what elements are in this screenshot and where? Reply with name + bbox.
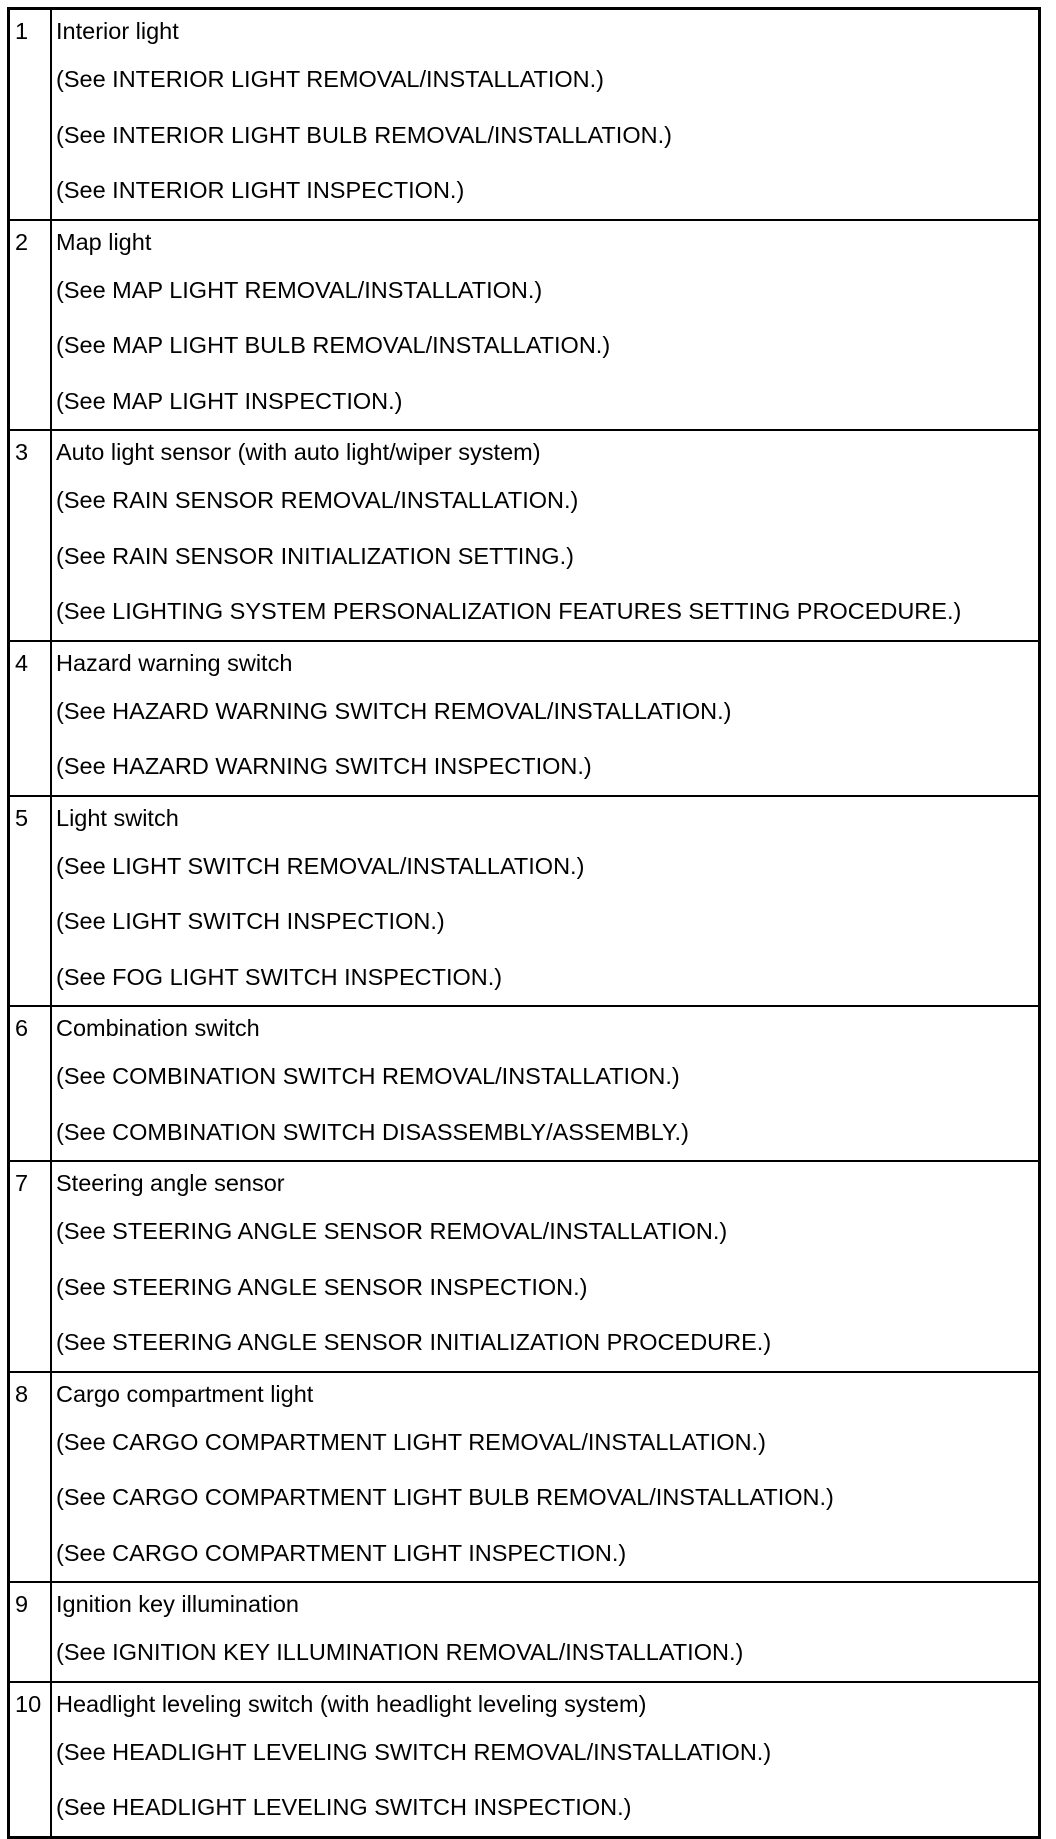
item-reference-link[interactable]: (See INTERIOR LIGHT INSPECTION.) — [56, 177, 465, 203]
item-number-cell — [9, 1372, 52, 1583]
item-description-cell — [51, 1682, 1040, 1838]
item-title: Cargo compartment light — [56, 1380, 314, 1407]
item-reference-link[interactable]: (See LIGHT SWITCH REMOVAL/INSTALLATION.) — [56, 852, 585, 879]
table-row — [9, 796, 1040, 1007]
item-description-cell — [51, 641, 1040, 796]
item-reference-link[interactable]: (See CARGO COMPARTMENT LIGHT REMOVAL/INSTALLATION.) — [56, 1428, 766, 1455]
item-number: 1 — [15, 18, 29, 44]
item-reference-link[interactable]: (See HEADLIGHT LEVELING SWITCH INSPECTION.) — [56, 1794, 632, 1820]
item-reference-link[interactable]: (See RAIN SENSOR INITIALIZATION SETTING.) — [56, 542, 574, 569]
item-reference-link[interactable]: (See MAP LIGHT INSPECTION.) — [56, 387, 403, 414]
item-reference-link[interactable]: (See HAZARD WARNING SWITCH INSPECTION.) — [56, 753, 592, 779]
item-number: 6 — [15, 1015, 29, 1041]
item-reference-link[interactable]: (See INTERIOR LIGHT REMOVAL/INSTALLATION.) — [56, 66, 605, 92]
item-title: Ignition key illumination — [56, 1591, 299, 1617]
item-number-cell — [9, 1582, 52, 1682]
item-description-cell — [51, 796, 1040, 1007]
item-title: Interior light — [56, 18, 179, 44]
item-number-cell — [9, 1161, 52, 1372]
table-row — [9, 641, 1040, 796]
item-description-cell — [51, 1006, 1040, 1161]
item-reference-link[interactable]: (See MAP LIGHT REMOVAL/INSTALLATION.) — [56, 276, 543, 303]
item-reference-link[interactable]: (See FOG LIGHT SWITCH INSPECTION.) — [56, 963, 503, 990]
item-number-cell — [9, 641, 52, 796]
item-number: 7 — [15, 1170, 29, 1196]
item-number: 2 — [15, 228, 29, 255]
item-reference-link[interactable]: (See STEERING ANGLE SENSOR REMOVAL/INSTALLATION.) — [56, 1218, 728, 1244]
table-row — [9, 1582, 1040, 1682]
item-reference-link[interactable]: (See HAZARD WARNING SWITCH REMOVAL/INSTALLATION.) — [56, 697, 732, 724]
item-reference-link[interactable]: (See RAIN SENSOR REMOVAL/INSTALLATION.) — [56, 487, 579, 513]
item-number-cell — [9, 220, 52, 431]
table-row — [9, 1006, 1040, 1161]
item-number: 8 — [15, 1380, 29, 1407]
item-reference-link[interactable]: (See STEERING ANGLE SENSOR INITIALIZATION PROCEDURE.) — [56, 1329, 772, 1355]
item-number-cell — [9, 1682, 52, 1838]
item-reference-link[interactable]: (See COMBINATION SWITCH DISASSEMBLY/ASSEMBLY.) — [56, 1118, 689, 1145]
item-number-cell — [9, 430, 52, 641]
item-title: Hazard warning switch — [56, 649, 293, 676]
item-reference-link[interactable]: (See IGNITION KEY ILLUMINATION REMOVAL/INSTALLATION.) — [56, 1639, 744, 1665]
table-row — [9, 9, 1040, 220]
item-title: Steering angle sensor — [56, 1170, 285, 1196]
item-number: 3 — [15, 439, 29, 465]
item-reference-link[interactable]: (See HEADLIGHT LEVELING SWITCH REMOVAL/INSTALLATION.) — [56, 1738, 772, 1765]
item-reference-link[interactable]: (See MAP LIGHT BULB REMOVAL/INSTALLATION.) — [56, 332, 611, 358]
item-reference-link[interactable]: (See CARGO COMPARTMENT LIGHT BULB REMOVAL/INSTALLATION.) — [56, 1484, 834, 1510]
item-description-cell — [51, 220, 1040, 431]
item-reference-link[interactable]: (See COMBINATION SWITCH REMOVAL/INSTALLATION.) — [56, 1063, 680, 1089]
item-title: Headlight leveling switch (with headlight leveling system) — [56, 1690, 647, 1717]
table-row — [9, 1372, 1040, 1583]
item-number: 10 — [15, 1690, 42, 1717]
table-row — [9, 220, 1040, 431]
item-description-cell — [51, 1372, 1040, 1583]
item-title: Map light — [56, 228, 152, 255]
table-body — [9, 9, 1040, 1838]
item-reference-link[interactable]: (See STEERING ANGLE SENSOR INSPECTION.) — [56, 1273, 588, 1300]
item-reference-link[interactable]: (See LIGHTING SYSTEM PERSONALIZATION FEATURES SETTING PROCEDURE.) — [56, 598, 962, 624]
item-description-cell — [51, 9, 1040, 220]
item-number-cell — [9, 796, 52, 1007]
item-title: Combination switch — [56, 1015, 260, 1041]
item-reference-link[interactable]: (See CARGO COMPARTMENT LIGHT INSPECTION.) — [56, 1539, 627, 1566]
item-description-cell — [51, 430, 1040, 641]
item-number: 5 — [15, 804, 29, 831]
item-number-cell — [9, 9, 52, 220]
item-reference-link[interactable]: (See LIGHT SWITCH INSPECTION.) — [56, 908, 445, 934]
item-description-cell — [51, 1582, 1040, 1682]
component-reference-table — [7, 7, 1041, 1839]
item-description-cell — [51, 1161, 1040, 1372]
table-row — [9, 1161, 1040, 1372]
item-title: Auto light sensor (with auto light/wiper system) — [56, 439, 541, 465]
table-row — [9, 430, 1040, 641]
item-number-cell — [9, 1006, 52, 1161]
item-number: 9 — [15, 1591, 29, 1617]
table-row — [9, 1682, 1040, 1838]
item-title: Light switch — [56, 804, 179, 831]
item-number: 4 — [15, 649, 29, 676]
item-reference-link[interactable]: (See INTERIOR LIGHT BULB REMOVAL/INSTALLATION.) — [56, 121, 672, 148]
